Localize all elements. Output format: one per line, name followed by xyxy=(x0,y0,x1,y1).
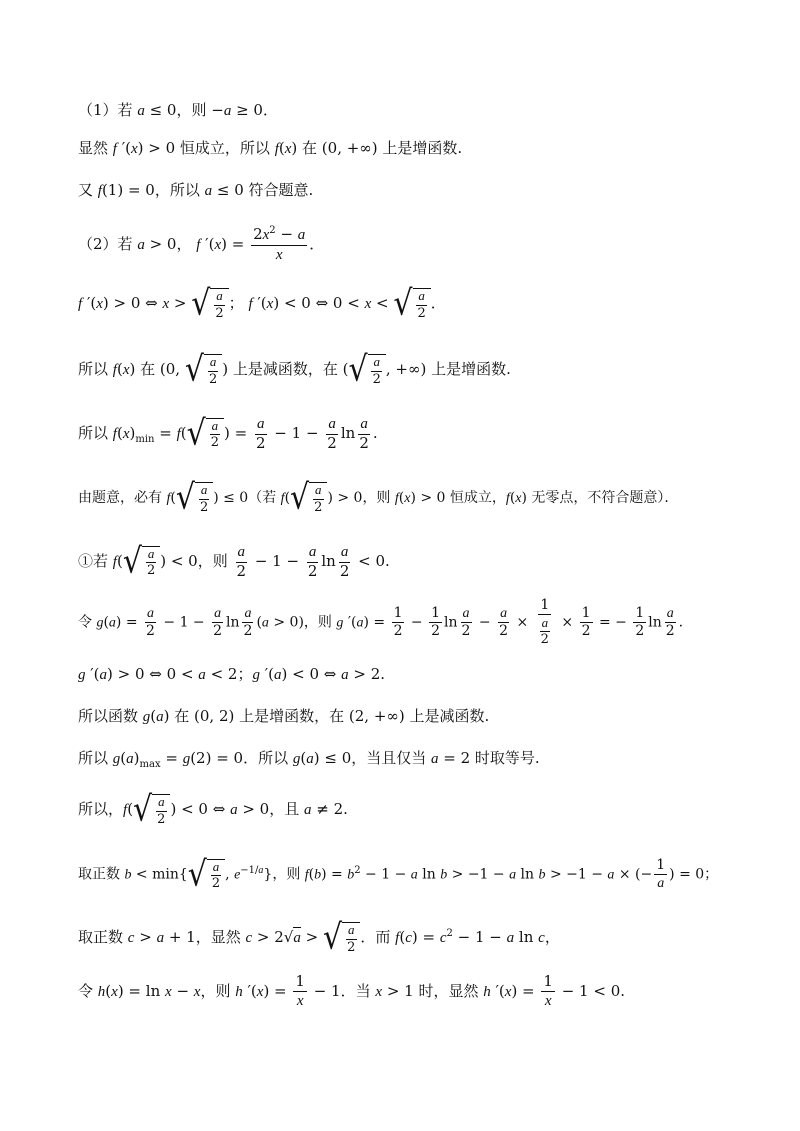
line-case-1: （1）若 a ≤ 0，则 −a ≥ 0． xyxy=(78,101,278,119)
line-minimum: 所以 $f(x)_{min} = f$( √ $\frac{a}{2}$ ) = $\frac{a}{2}$ − 1 − $\frac{a}{2}$ ln $\frac{a}{2}$ . xyxy=(78,413,378,454)
line-g-monotonic: 所以函数 g(a) 在 (0, 2) 上是增函数，在 (2, +∞) 上是减函数. xyxy=(78,707,490,725)
line-derivative-sign: f ′(x) > 0 ⇔ x > √ $\frac{a}{2}$ ； f ′(x) < 0 ⇔ 0 < x < √ $\frac{a}{2}$ ． xyxy=(78,283,446,324)
line-increasing: 显然 f ′(x) > 0 恒成立，所以 f(x) 在 (0, +∞) 上是增函数. xyxy=(78,139,463,157)
line-f1-zero: 又 f(1) = 0，所以 a ≤ 0 符合题意. xyxy=(78,181,314,199)
line-subcase-conclusion: 所以，f( √ $\frac{a}{2}$ ) < 0 ⇔ a > 0，且 a ≠ 2. xyxy=(78,789,348,830)
line-define-h: 令 h(x) = ln x − x，则 h ′(x) = $\frac{1}{x}$ − 1．当 x > 1 时，显然 h ′(x) = $\frac{1}{x}$ − 1 < 0. xyxy=(78,972,626,1009)
line-monotonic: 所以 f(x) 在 (0, √ $\frac{a}{2}$ ) 上是减函数，在 ( √ $\frac{a}{2}$ , +∞) 上是增函数. xyxy=(78,349,511,390)
line-choose-b: 取正数 b < min{ √ $\frac{a}{2}$ , $e^{-1/a}$}，则 $f(b) = b^2 - 1 - a$ ln b > −1 − a ln b > −1 − a × (− $\frac{1}{a}$ ) = 0； xyxy=(78,853,719,895)
line-condition: 由题意，必有 f( √ $\frac{a}{2}$ ) ≤ 0（若 f( √ $\frac{a}{2}$ ) > 0，则 f(x) > 0 恒成立，f(x) 无零点，不符合题意）． xyxy=(78,477,679,518)
line-g-max: 所以 $g(a)_{max} = g(2) = 0$．所以 g(a) ≤ 0，当且仅当 a = 2 时取等号. xyxy=(78,749,540,770)
line-case-2: （2）若 a > 0， f ′(x) = $\frac{2x^2 - a}{x}$ ． xyxy=(78,225,325,263)
line-g-derivative-sign: g ′(a) > 0 ⇔ 0 < a < 2；g ′(a) < 0 ⇔ a > 2. xyxy=(78,665,386,683)
line-subcase-1: ①若 f( √ $\frac{a}{2}$ ) < 0，则 $\frac{a}{2}$ − 1 − $\frac{a}{2}$ ln $\frac{a}{2}$ < 0. xyxy=(78,541,390,582)
line-choose-c: 取正数 c > a + 1，显然 c > 2√a > √ $\frac{a}{2}$ ．而 $f(c) = c^2 - 1 - a$ ln c， xyxy=(78,917,560,958)
line-define-g: 令 g(a) = $\frac{a}{2}$ − 1 − $\frac{a}{2}$ ln $\frac{a}{2}$ (a > 0)，则 g ′(a) = $\frac{1}{2}$ − $\frac{1}{2}$ ln $\frac{a}{2}$ − $\frac{a}{2}$ × $\frac{1}{\frac{a}{2}}$ × $\frac{1}{2}$ = − $\frac{1}{2}$ ln $\frac{a}{2}$ . xyxy=(78,597,684,648)
